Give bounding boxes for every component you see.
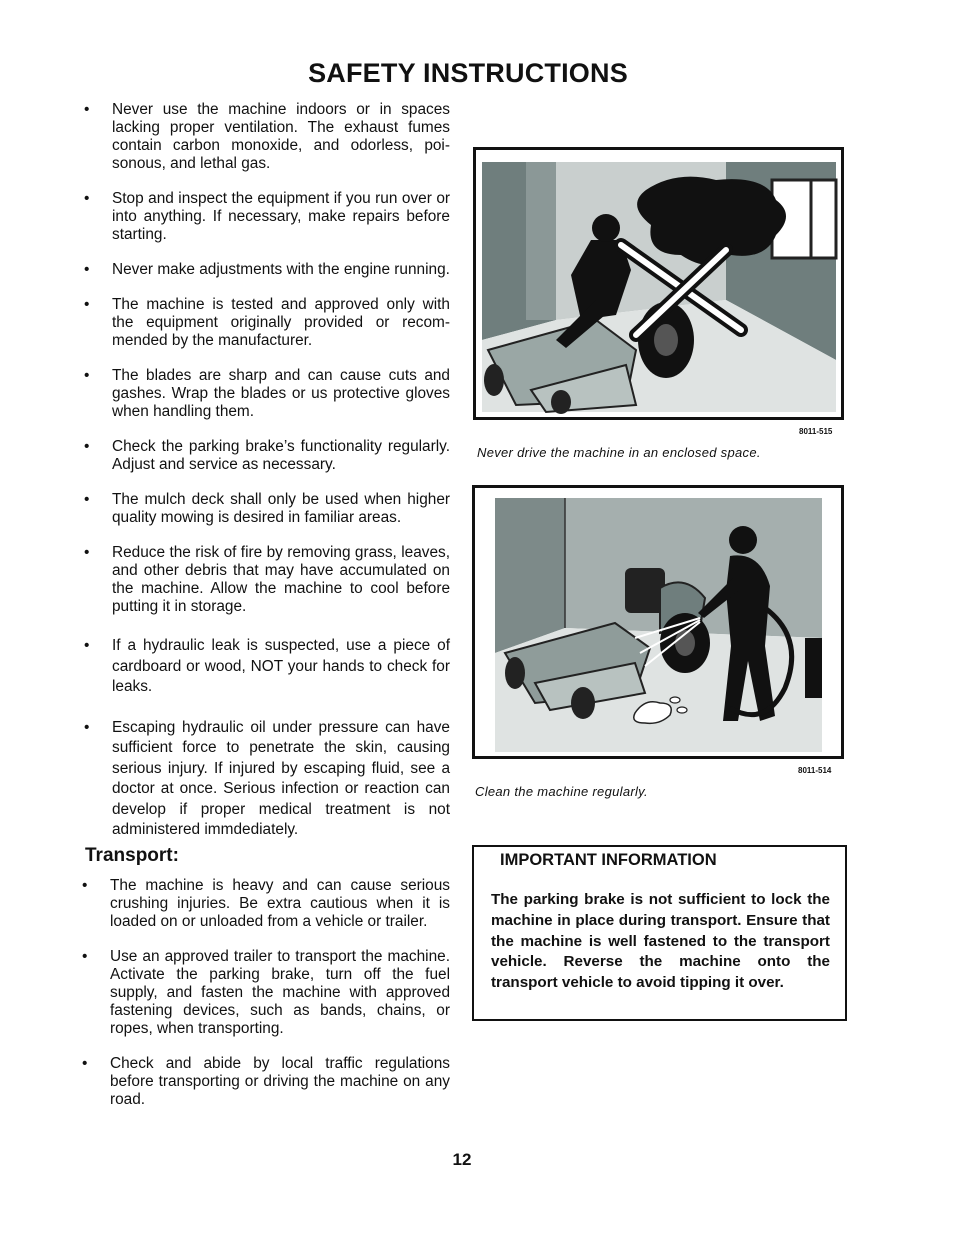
figure-caption: Clean the machine regularly. bbox=[475, 784, 648, 799]
instructions-column bbox=[84, 101, 450, 1109]
list-item bbox=[84, 491, 450, 527]
bullet-marker: • bbox=[82, 876, 88, 894]
important-information-box bbox=[472, 845, 847, 1021]
enclosed-space-illustration bbox=[473, 147, 844, 420]
bullet-text: Stop and inspect the equipment if you run over or into anything. If necessary, make repairs before starting. bbox=[112, 190, 450, 243]
important-information-title: IMPORTANT INFORMATION bbox=[500, 851, 717, 869]
bullet-marker: • bbox=[84, 718, 90, 736]
list-item bbox=[84, 438, 450, 474]
bullet-text: If a hydraulic leak is suspected, use a piece of cardboard or wood, NOT your hands to check for leaks. bbox=[112, 637, 450, 695]
bullet-marker: • bbox=[84, 438, 90, 455]
bullet-text: The mulch deck shall only be used when higher quality mowing is desired in familiar areas. bbox=[112, 491, 450, 526]
list-item bbox=[84, 367, 450, 421]
bullet-marker: • bbox=[84, 367, 90, 384]
list-item bbox=[82, 877, 450, 931]
list-item bbox=[84, 718, 450, 841]
list-item bbox=[84, 636, 450, 698]
bullet-text: Never use the machine indoors or in spaces lacking proper ventilation. The exhaust fumes contain carbon monoxide, and odorless, poisonous, and lethal gas. bbox=[112, 101, 450, 172]
bullet-text: Check and abide by local traffic regulations before transporting or driving the machine on any road. bbox=[110, 1054, 450, 1108]
list-item bbox=[84, 261, 450, 279]
bullet-marker: • bbox=[84, 261, 90, 278]
list-item bbox=[84, 101, 450, 173]
figure-caption: Never drive the machine in an enclosed space. bbox=[477, 445, 761, 460]
bullet-marker: • bbox=[84, 101, 90, 118]
list-item bbox=[82, 948, 450, 1038]
bullet-text: Escaping hydraulic oil under pressure can have sufficient force to penetrate the skin, causing serious injury. If injured by escaping fluid, see a doctor at once. Serious infection or reaction can develop if proper medical treatment is not administered immdediately. bbox=[112, 718, 450, 838]
bullet-marker: • bbox=[82, 947, 88, 965]
list-item bbox=[84, 544, 450, 616]
list-item bbox=[84, 190, 450, 244]
list-item bbox=[84, 296, 450, 350]
bullet-marker: • bbox=[84, 491, 90, 508]
transport-heading: Transport: bbox=[85, 844, 179, 866]
bullet-marker: • bbox=[82, 1054, 88, 1072]
list-item bbox=[82, 1055, 450, 1109]
bullet-text: Check the parking brake’s functionality regularly. Adjust and service as necessary. bbox=[112, 438, 450, 473]
bullet-text: The machine is tested and approved only with the equipment originally provided or recommended by the manufacturer. bbox=[112, 296, 450, 349]
bullet-marker: • bbox=[84, 190, 90, 207]
bullet-text: The machine is heavy and can cause serious crushing injuries. Be extra cautious when it is loaded on or unloaded from a vehicle or trailer. bbox=[110, 876, 450, 930]
bullet-text: Never make adjustments with the engine running. bbox=[112, 261, 450, 278]
bullet-text: Use an approved trailer to transport the machine. Activate the parking brake, turn off the fuel supply, and fasten the machine with approved fastening devices, such as bands, chains, or ropes, when transporting. bbox=[110, 947, 450, 1037]
page-title: SAFETY INSTRUCTIONS bbox=[308, 58, 628, 88]
bullet-marker: • bbox=[84, 637, 90, 654]
important-information-text: The parking brake is not sufficient to lock the machine in place during transport. Ensure that the machine is well fastened to the transport vehicle. Reverse the machine onto the transport vehicle to avoid tipping it over. bbox=[491, 891, 830, 992]
bullet-text: Reduce the risk of fire by removing grass, leaves, and other debris that may have accumulated on the machine. Allow the machine to cool before putting it in storage. bbox=[112, 544, 450, 615]
cleaning-illustration bbox=[472, 485, 844, 759]
figure-code: 8011-514 bbox=[798, 766, 832, 775]
bullet-marker: • bbox=[84, 544, 90, 561]
page-number: 12 bbox=[452, 1150, 472, 1169]
bullet-text: The blades are sharp and can cause cuts and gashes. Wrap the blades or us protective gloves when handling them. bbox=[112, 367, 450, 420]
bullet-marker: • bbox=[84, 296, 90, 313]
figure-code: 8011-515 bbox=[799, 427, 833, 436]
